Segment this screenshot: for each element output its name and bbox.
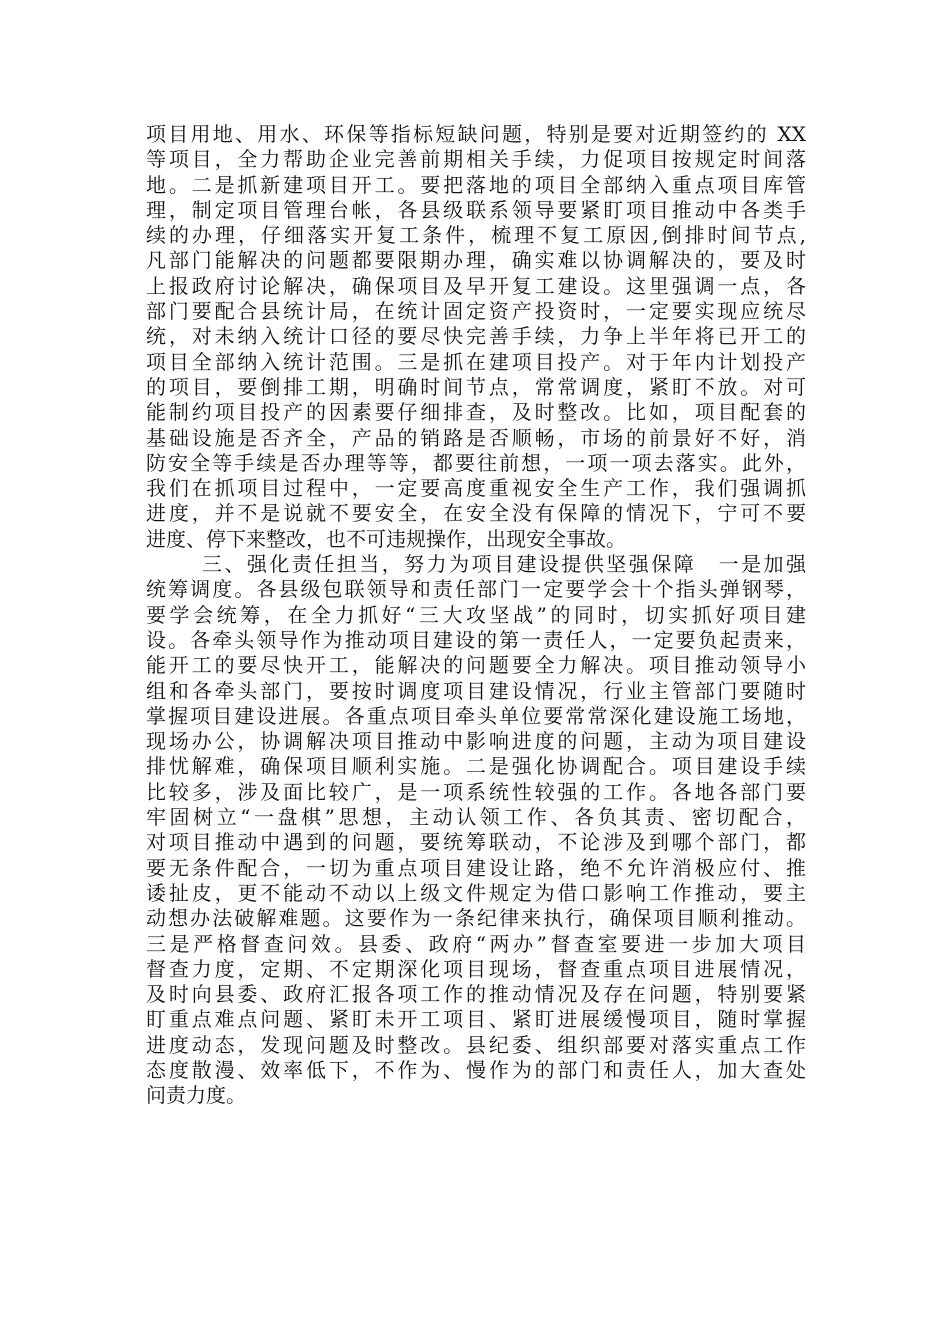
text-line: 要无条件配合，一切为重点项目建设让路，绝不允许消极应付、推 bbox=[146, 855, 806, 880]
text-line: 进度，并不是说就不要安全，在安全没有保障的情况下，宁可不要 bbox=[146, 501, 806, 526]
text-line: 统筹调度。各县级包联领导和责任部门一定要学会十个指头弹钢琴， bbox=[146, 577, 806, 602]
text-line: 掌握项目建设进展。各重点项目牵头单位要常常深化建设施工场地， bbox=[146, 703, 806, 728]
text-line: 统，对未纳入统计口径的要尽快完善手续，力争上半年将已开工的 bbox=[146, 324, 806, 349]
text-line: 对项目推动中遇到的问题，要统筹联动，不论涉及到哪个部门，都 bbox=[146, 830, 806, 855]
text-line: 防安全等手续是否办理等等，都要往前想，一项一项去落实。此外， bbox=[146, 450, 806, 475]
text-line: 牢固树立“一盘棋”思想，主动认领工作、各负其责、密切配合， bbox=[146, 805, 806, 830]
text-line: 比较多，涉及面比较广，是一项系统性较强的工作。各地各部门要 bbox=[146, 779, 806, 804]
text-line: 现场办公，协调解决项目推动中影响进度的问题，主动为项目建设 bbox=[146, 729, 806, 754]
text-line: 组和各牵头部门，要按时调度项目建设情况，行业主管部门要随时 bbox=[146, 678, 806, 703]
text-line: 我们在抓项目过程中，一定要高度重视安全生产工作，我们强调抓 bbox=[146, 476, 806, 501]
text-line: 等项目，全力帮助企业完善前期相关手续，力促项目按规定时间落 bbox=[146, 147, 806, 172]
text-line: 诿扯皮，更不能动不动以上级文件规定为借口影响工作推动，要主 bbox=[146, 880, 806, 905]
text-line: 能制约项目投产的因素要仔细排查，及时整改。比如，项目配套的 bbox=[146, 400, 806, 425]
text-line: 项目全部纳入统计范围。三是抓在建项目投产。对于年内计划投产 bbox=[146, 349, 806, 374]
body-text bbox=[146, 122, 806, 1109]
text-line: 基础设施是否齐全，产品的销路是否顺畅，市场的前景好不好，消 bbox=[146, 425, 806, 450]
text-line: 及时向县委、政府汇报各项工作的推动情况及存在问题，特别要紧 bbox=[146, 982, 806, 1007]
text-line: 进度、停下来整改，也不可违规操作，出现安全事故。 bbox=[146, 526, 626, 551]
text-line: 盯重点难点问题、紧盯未开工项目、紧盯进展缓慢项目，随时掌握 bbox=[146, 1007, 806, 1032]
text-line: 态度散漫、效率低下，不作为、慢作为的部门和责任人，加大查处 bbox=[146, 1057, 806, 1082]
text-line: 设。各牵头领导作为推动项目建设的第一责任人，一定要负起责来， bbox=[146, 627, 806, 652]
text-line: 三是严格督查问效。县委、政府“两办”督查室要进一步加大项目 bbox=[146, 931, 806, 956]
text-line: 动想办法破解难题。这要作为一条纪律来执行，确保项目顺利推动。 bbox=[146, 906, 806, 931]
text-line: 部门要配合县统计局，在统计固定资产投资时，一定要实现应统尽 bbox=[146, 299, 806, 324]
text-line: 要学会统筹，在全力抓好“三大攻坚战”的同时，切实抓好项目建 bbox=[146, 602, 806, 627]
text-line: 的项目，要倒排工期，明确时间节点，常常调度，紧盯不放。对可 bbox=[146, 374, 806, 399]
text-line: 能开工的要尽快开工，能解决的问题要全力解决。项目推动领导小 bbox=[146, 653, 806, 678]
text-line: 地。二是抓新建项目开工。要把落地的项目全部纳入重点项目库管 bbox=[146, 172, 806, 197]
text-line: 上报政府讨论解决，确保项目及早开复工建设。这里强调一点，各 bbox=[146, 273, 806, 298]
text-line: 凡部门能解决的问题都要限期办理，确实难以协调解决的，要及时 bbox=[146, 248, 806, 273]
text-line: 进度动态，发现问题及时整改。县纪委、组织部要对落实重点工作 bbox=[146, 1032, 806, 1057]
text-line: 理，制定项目管理台帐，各县级联系领导要紧盯项目推动中各类手 bbox=[146, 197, 806, 222]
text-line: 三、强化责任担当，努力为项目建设提供坚强保障 一是加强 bbox=[202, 552, 806, 577]
text-line: 项目用地、用水、环保等指标短缺问题，特别是要对近期签约的 XX bbox=[146, 122, 806, 146]
text-line: 问责力度。 bbox=[146, 1083, 246, 1108]
text-line: 督查力度，定期、不定期深化项目现场，督查重点项目进展情况， bbox=[146, 956, 806, 981]
text-line: 续的办理，仔细落实开复工条件，梳理不复工原因,倒排时间节点, bbox=[146, 223, 806, 248]
text-line: 排忧解难，确保项目顺利实施。二是强化协调配合。项目建设手续 bbox=[146, 754, 806, 779]
